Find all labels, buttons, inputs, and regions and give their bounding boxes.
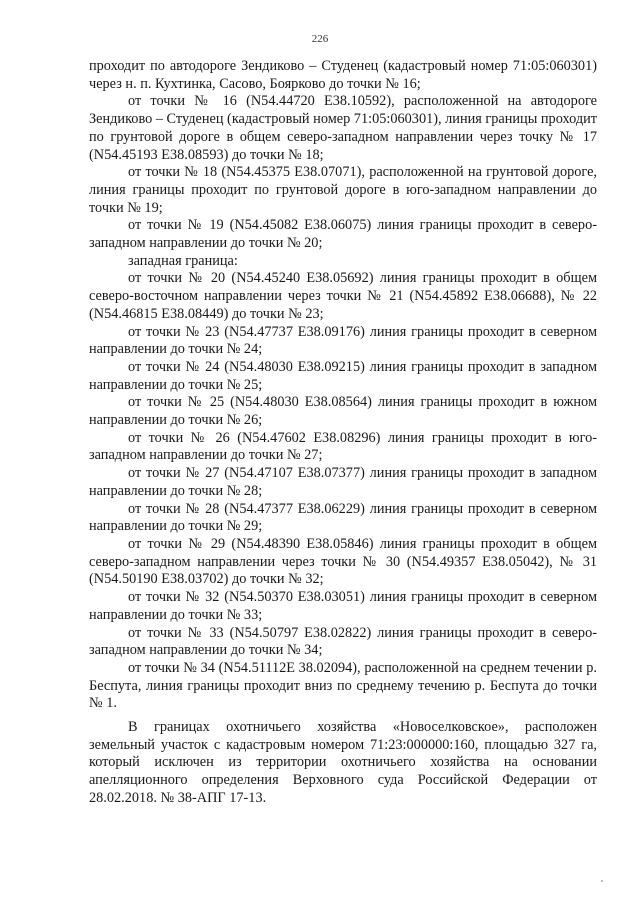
paragraph-land-plot-exclusion: В границах охотничьего хозяйства «Новоселковское», расположен земельный участок с кадастровым номером 71:23:000000:160, площадью 327 га, который исключен из территории охотничьего хозяйства на основании апелляционного определения Верховного суда Российской Федерации от 28.02.2018. № 38-АПГ 17-13.	[89, 719, 597, 806]
scan-speck	[601, 880, 603, 882]
paragraph-point-27: от точки № 27 (N54.47107 E38.07377) линия границы проходит в западном направлении до точки № 28;	[89, 465, 597, 499]
paragraph-point-19: от точки № 19 (N54.45082 E38.06075) линия границы проходит в северо-западном направлении до точки № 20;	[89, 217, 597, 252]
paragraph-continuation: проходит по автодороге Зендиково – Студенец (кадастровый номер 71:05:060301) через н. п. Кухтинка, Сасово, Боярково до точки № 16;	[89, 58, 597, 92]
section-heading-western-border: западная граница:	[128, 252, 238, 269]
document-body	[89, 58, 597, 808]
paragraph-point-24: от точки № 24 (N54.48030 E38.09215) линия границы проходит в западном направлении до точки № 25;	[89, 358, 597, 393]
paragraph-point-20: от точки № 20 (N54.45240 E38.05692) линия границы проходит в общем северо-восточном направлении через точки № 21 (N54.45892 E38.06688), № 22 (N54.46815 E38.08449) до точки № 23;	[89, 270, 597, 322]
paragraph-point-18: от точки № 18 (N54.45375 E38.07071), расположенной на грунтовой дороге, линия границы проходит по грунтовой дороге в юго-западном направлении до точки № 19;	[89, 164, 597, 216]
paragraph-point-33: от точки № 33 (N54.50797 E38.02822) линия границы проходит в северо-западном направлении до точки № 34;	[89, 624, 597, 659]
paragraph-point-32: от точки № 32 (N54.50370 E38.03051) линия границы проходит в северном направлении до точки № 33;	[89, 589, 597, 623]
page-number: 226	[311, 33, 329, 45]
paragraph-point-26: от точки № 26 (N54.47602 E38.08296) линия границы проходит в юго-западном направлении до точки № 27;	[89, 429, 597, 464]
paragraph-point-34: от точки № 34 (N54.51112E 38.02094), расположенной на среднем течении р. Беспута, линия границы проходит вниз по среднему течению р. Беспута до точки № 1.	[89, 659, 597, 712]
paragraph-point-23: от точки № 23 (N54.47737 E38.09176) линия границы проходит в северном направлении до точки № 24;	[89, 323, 597, 358]
paragraph-point-25: от точки № 25 (N54.48030 E38.08564) линия границы проходит в южном направлении до точки № 26;	[89, 394, 597, 429]
paragraph-point-28: от точки № 28 (N54.47377 E38.06229) линия границы проходит в северном направлении до точки № 29;	[89, 500, 597, 535]
paragraph-point-16: от точки № 16 (N54.44720 E38.10592), расположенной на автодороге Зендиково – Студенец (кадастровый номер 71:05:060301), линия границы проходит по грунтовой дороге в общем северо-западном направлении через точку № 17 (N54.45193 E38.08593) до точки № 18;	[89, 93, 597, 163]
paragraph-point-29: от точки № 29 (N54.48390 E38.05846) линия границы проходит в общем северо-западном направлении через точки № 30 (N54.49357 E38.05042), № 31 (N54.50190 E38.03702) до точки № 32;	[89, 535, 597, 588]
